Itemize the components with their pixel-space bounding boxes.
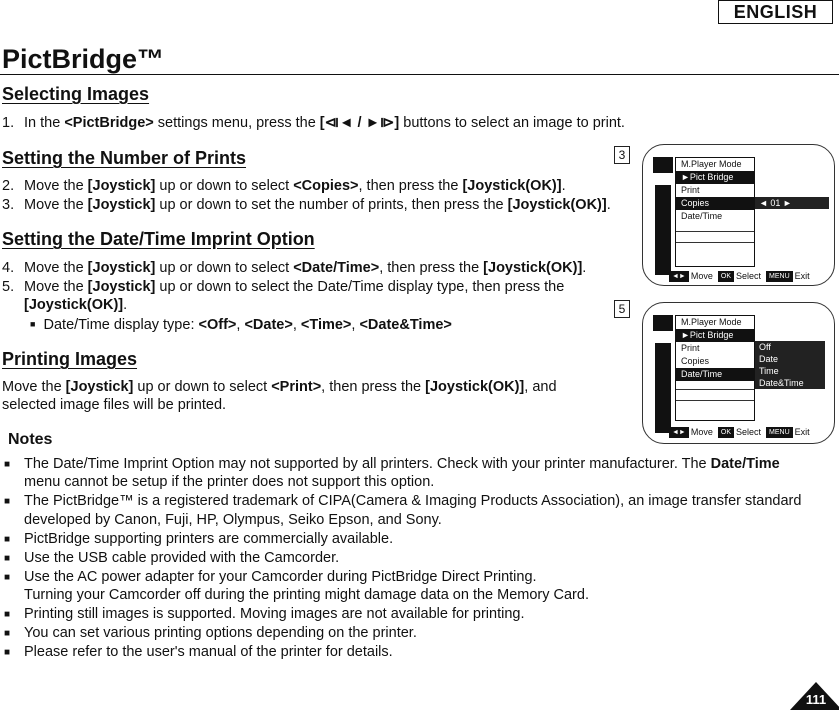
bullet: ■ [30,319,36,329]
menu-name: <PictBridge> [64,115,154,131]
datetime: <Date/Time> [293,260,380,276]
exit-label: Exit [794,427,810,437]
text: Use the AC power adapter for your Camcorder during PictBridge Direct Printing. [24,569,537,585]
text: . [606,197,611,213]
joystick-ok: [Joystick(OK)] [425,379,525,395]
screen-left-bar [655,185,671,275]
skip-keys: [⧏◄ / ►⧐] [319,115,400,131]
divider [676,242,754,243]
menu-item-datetime: Date/Time [676,368,754,381]
option-date-time: Date&Time [755,377,825,389]
screen-menu [675,315,755,421]
heading-datetime-imprint: Setting the Date/Time Imprint Option [2,229,315,249]
player-mode-icon [653,315,673,331]
sep: , [292,317,301,333]
divider [676,389,754,390]
joystick: [Joystick] [87,178,156,194]
move-key-icon: ◄► [669,427,689,438]
opt-off: <Off> [198,317,237,333]
bullet: ■ [4,534,11,545]
menu-item-print: Print [681,343,700,353]
menu-screen-copies [642,144,835,286]
bullet: ■ [4,572,11,583]
text: settings menu, press the [153,115,320,131]
option-off: Off [755,341,825,353]
menu-item-datetime: Date/Time [681,211,723,221]
move-label: Move [690,427,713,437]
menu-item-copies: Copies [676,197,754,210]
printing-line-2: selected image files will be printed. [2,397,227,413]
text: , then press the [358,178,463,194]
ok-key-icon: OK [718,427,734,438]
move-key-icon: ◄► [669,271,689,282]
text: Use the USB cable provided with the Camcorder. [24,550,340,566]
divider [676,231,754,232]
opt-time: <Time> [300,317,352,333]
text: Move the [24,197,88,213]
text: The Date/Time Imprint Option may not supported by all printers. Check with your printer manufacturer. The [24,456,711,472]
menu-item-copies: Copies [681,356,710,366]
text: Move the [24,279,88,295]
sep: , [351,317,360,333]
note-1-cont: menu cannot be setup if the printer does not support this option. [24,474,435,490]
bullet: ■ [4,609,11,620]
screen-footer [669,427,810,438]
page-number: 111 [805,692,827,707]
text: . [561,178,566,194]
joystick: [Joystick] [87,197,156,213]
divider [676,400,754,401]
title-divider [0,74,839,75]
text: buttons to select an image to print. [399,115,625,131]
player-mode-icon [653,157,673,173]
notes-heading: Notes [8,431,53,448]
opt-datetime: <Date&Time> [359,317,452,333]
bullet: ■ [4,628,11,639]
joystick-ok: [Joystick(OK)] [24,297,124,313]
step-5-cont [24,297,127,313]
select-label: Select [736,427,762,437]
menu-key-icon: MENU [766,271,793,282]
text: Date/Time display type: [43,317,199,333]
screen-left-bar [655,343,671,433]
text: , then press the [321,379,426,395]
screen-footer [669,271,810,282]
joystick-ok: [Joystick(OK)] [483,260,583,276]
joystick: [Joystick] [65,379,134,395]
language-label: ENGLISH [718,0,833,24]
ok-key-icon: OK [718,271,734,282]
option-date: Date [755,353,825,365]
menu-item-pict-bridge: ►Pict Bridge [676,329,754,342]
text: Please refer to the user's manual of the printer for details. [24,644,393,660]
joystick-ok: [Joystick(OK)] [507,197,607,213]
datetime-types [30,317,452,333]
heading-number-of-prints: Setting the Number of Prints [2,148,247,168]
text: up or down to select [155,178,294,194]
bullet: ■ [4,647,11,658]
page-title: PictBridge™ [2,44,165,74]
print: <Print> [271,379,322,395]
joystick-ok: [Joystick(OK)] [462,178,562,194]
text: , and [524,379,557,395]
note-5-cont: Turning your Camcorder off during the printing might damage data on the Memory Card. [24,587,589,603]
step-badge-3: 3 [614,146,630,164]
menu-item-print: Print [681,185,700,195]
menu-key-icon: MENU [766,427,793,438]
opt-date: <Date> [244,317,293,333]
text: In the [24,115,65,131]
screen-menu [675,157,755,267]
copies-value: ◄ 01 ► [755,197,829,209]
mode-title: M.Player Mode [681,317,742,327]
copies: <Copies> [293,178,359,194]
text: , then press the [379,260,484,276]
exit-label: Exit [794,271,810,281]
move-label: Move [690,271,713,281]
heading-selecting-images: Selecting Images [2,84,150,104]
sep: , [236,317,245,333]
text: PictBridge supporting printers are commercially available. [24,531,394,547]
mode-title: M.Player Mode [681,159,742,169]
text: up or down to select [155,260,294,276]
notes-list [0,455,839,675]
bullet: ■ [4,459,11,470]
step-number: 2. [2,178,15,194]
text: The PictBridge™ is a registered trademark of CIPA(Camera & Imaging Products Association), an image transfer standard [24,493,802,509]
heading-printing-images: Printing Images [2,349,138,369]
text: up or down to select [133,379,272,395]
text: Move the [24,178,88,194]
menu-screen-datetime [642,302,835,444]
bullet: ■ [4,496,11,507]
joystick: [Joystick] [87,279,156,295]
text: You can set various printing options depending on the printer. [24,625,417,641]
step-number: 5. [2,279,15,295]
text: . [582,260,587,276]
printing-line-1 [2,379,557,395]
menu-item-pict-bridge: ►Pict Bridge [676,171,754,184]
step-number: 4. [2,260,15,276]
text-bold: Date/Time [710,456,780,472]
joystick: [Joystick] [87,260,156,276]
text: . [123,297,128,313]
text: Move the [24,260,88,276]
step-number: 1. [2,115,15,131]
datetime-options [755,341,825,389]
text: up or down to set the number of prints, then press the [155,197,508,213]
text: Printing still images is supported. Moving images are not available for printing. [24,606,525,622]
text: Move the [2,379,66,395]
note-2-cont: developed by Canon, Fuji, HP, Olympus, Seiko Epson, and Sony. [24,512,442,528]
select-label: Select [736,271,762,281]
option-time: Time [755,365,825,377]
text: up or down to select the Date/Time display type, then press the [155,279,565,295]
step-badge-5: 5 [614,300,630,318]
step-number: 3. [2,197,15,213]
bullet: ■ [4,553,11,564]
